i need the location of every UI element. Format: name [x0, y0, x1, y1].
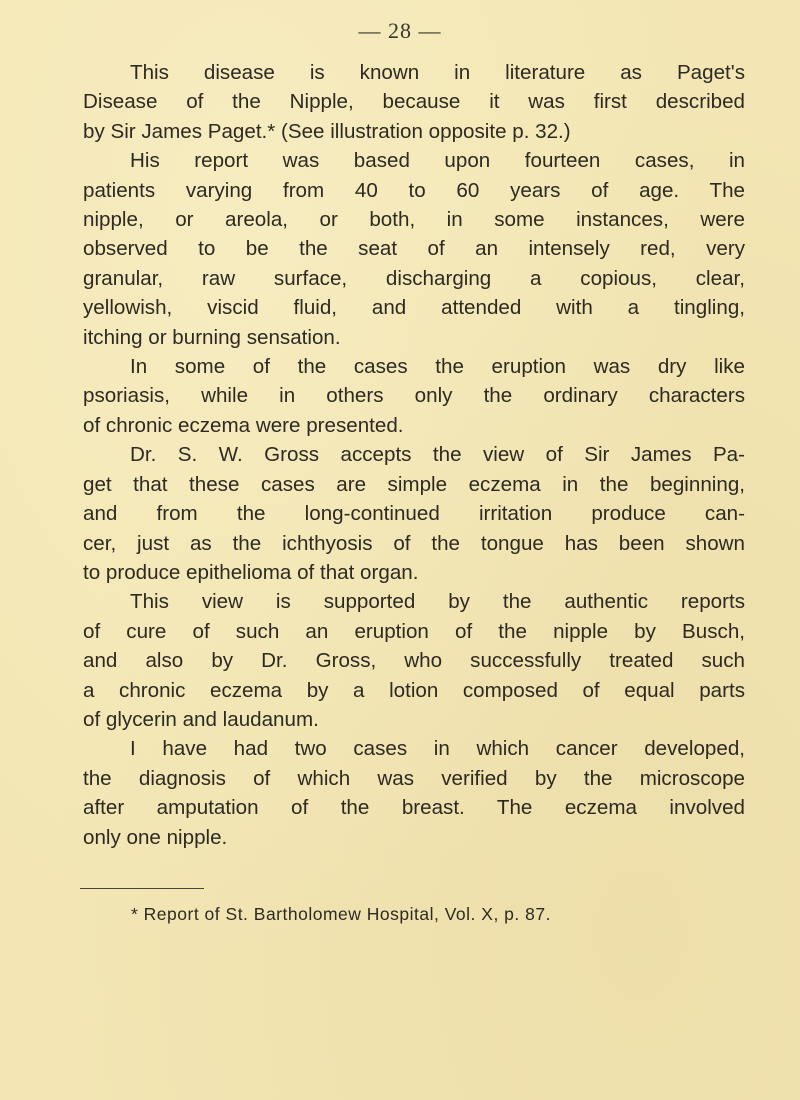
- text-line: His report was based upon fourteen cases, in: [130, 149, 745, 173]
- page-number: — 28 —: [358, 18, 442, 43]
- footnote: * Report of St. Bartholomew Hospital, Vol. X, p. 87.: [131, 904, 551, 924]
- text-line: cer, just as the ichthyosis of the tongue has been shown: [83, 531, 745, 555]
- text-line: nipple, or areola, or both, in some instances, were: [83, 208, 745, 232]
- text-line: of chronic eczema were presented.: [83, 413, 404, 437]
- body-text: [83, 58, 745, 852]
- text-line: patients varying from 40 to 60 years of age. The: [83, 178, 745, 202]
- text-line: and from the long-continued irritation produce can-: [83, 502, 745, 526]
- text-line: after amputation of the breast. The eczema involved: [83, 796, 745, 820]
- text-line: get that these cases are simple eczema in the beginning,: [83, 472, 745, 496]
- text-line: This view is supported by the authentic reports: [130, 590, 745, 614]
- text-line: I have had two cases in which cancer developed,: [130, 737, 745, 761]
- text-line: yellowish, viscid fluid, and attended with a tingling,: [83, 296, 745, 320]
- text-line: of glycerin and laudanum.: [83, 707, 319, 731]
- text-line: the diagnosis of which was verified by the microscope: [83, 766, 745, 790]
- text-line: This disease is known in literature as Paget's: [130, 61, 745, 84]
- text-line: granular, raw surface, discharging a copious, clear,: [83, 266, 745, 290]
- text-line: Disease of the Nipple, because it was first described: [83, 90, 745, 114]
- text-line: Dr. S. W. Gross accepts the view of Sir James Pa-: [130, 443, 745, 467]
- text-line: In some of the cases the eruption was dry like: [130, 355, 745, 379]
- text-line: by Sir James Paget.* (See illustration opposite p. 32.): [83, 119, 571, 143]
- footnote-divider: [80, 888, 204, 889]
- text-line: observed to be the seat of an intensely red, very: [83, 237, 745, 261]
- text-line: a chronic eczema by a lotion composed of equal parts: [83, 678, 745, 702]
- text-line: and also by Dr. Gross, who successfully treated such: [83, 649, 745, 673]
- text-line: only one nipple.: [83, 825, 228, 849]
- text-line: itching or burning sensation.: [83, 325, 341, 349]
- text-line: psoriasis, while in others only the ordinary characters: [83, 384, 745, 408]
- text-line: to produce epithelioma of that organ.: [83, 560, 419, 584]
- text-line: of cure of such an eruption of the nipple by Busch,: [83, 619, 745, 643]
